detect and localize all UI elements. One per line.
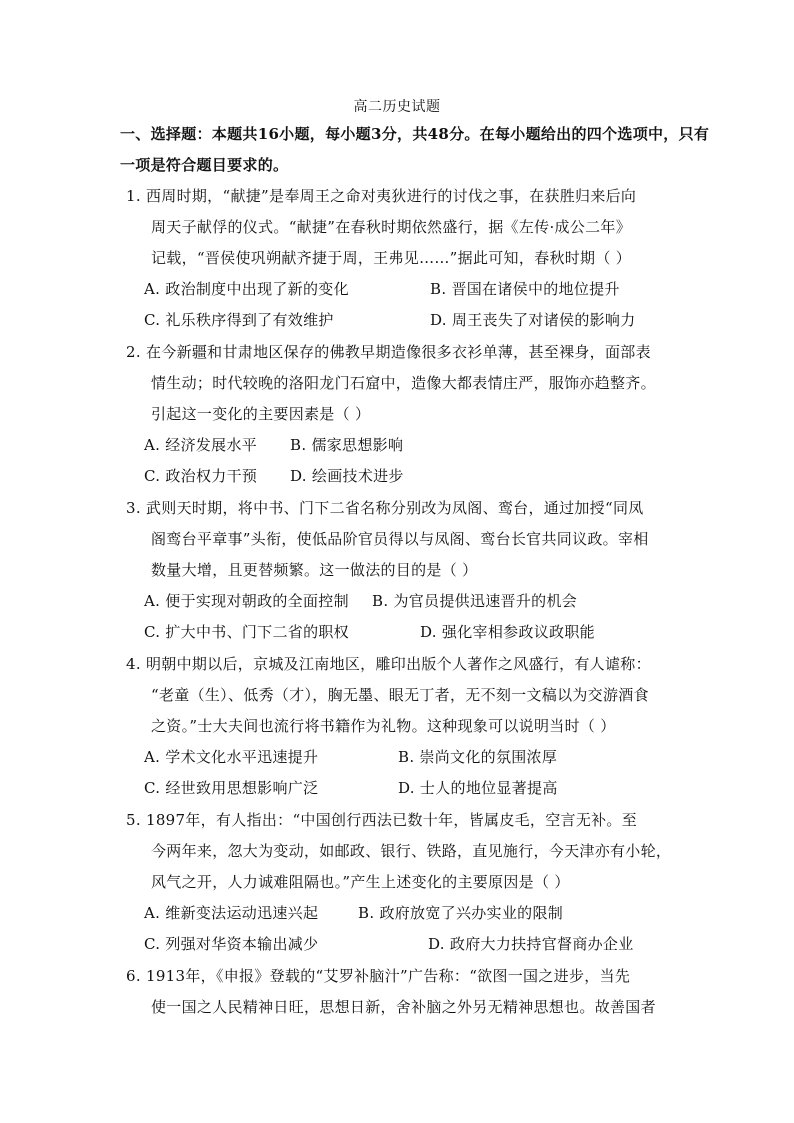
question-5-option-a[interactable]: A. 维新变法运动迅速兴起 (144, 904, 319, 922)
question-3-option-d[interactable]: D. 强化宰相参政议政职能 (420, 623, 595, 641)
question-1-line-2: 周天子献俘的仪式。“献捷”在春秋时期依然盛行，据《左传·成公二年》 (151, 218, 632, 236)
question-6-line-2: 使一国之人民精神日旺，思想日新，舍补脑之外另无精神思想也。故善国者 (151, 998, 656, 1016)
question-3-option-a[interactable]: A. 便于实现对朝政的全面控制 (144, 592, 349, 610)
question-2-line-1: 2. 在今新疆和甘肃地区保存的佛教早期造像很多衣衫单薄，甚至裸身，面部表 (126, 343, 651, 361)
question-5-option-c[interactable]: C. 列强对华资本输出减少 (144, 935, 319, 953)
document-title: 高二历史试题 (353, 99, 441, 115)
question-3-line-3: 数量大增，且更替频繁。这一做法的目的是（ ） (151, 561, 478, 579)
question-4-option-d[interactable]: D. 士人的地位显著提高 (398, 779, 558, 797)
question-4-line-2: “老童（生）、低秀（才），胸无墨、眼无丁者，无不刻一文稿以为交游酒食 (151, 686, 649, 704)
section-heading-line-1: 一、选择题：本题共16小题，每小题3分，共48分。在每小题给出的四个选项中，只有 (120, 125, 710, 143)
question-1-line-3: 记载，“晋侯使巩朔献齐捷于周，王弗见……”据此可知，春秋时期（ ） (151, 249, 632, 267)
question-2-line-2: 情生动；时代较晚的洛阳龙门石窟中，造像大都表情庄严，服饰亦趋整齐。 (151, 374, 656, 392)
question-4-option-b[interactable]: B. 崇尚文化的氛围浓厚 (398, 748, 558, 766)
question-3-line-1: 3. 武则天时期，将中书、门下二省名称分别改为凤阁、鸾台，通过加授“同凤 (126, 499, 644, 517)
question-1-option-c[interactable]: C. 礼乐秩序得到了有效维护 (144, 311, 334, 329)
question-5-line-1: 5. 1897年，有人指出：“中国创行西法已数十年，皆属皮毛，空言无补。至 (126, 811, 638, 829)
question-3-option-c[interactable]: C. 扩大中书、门下二省的职权 (144, 623, 349, 641)
question-2-option-d[interactable]: D. 绘画技术进步 (290, 467, 404, 485)
question-5-line-2: 今两年来，忽大为变动，如邮政、银行、铁路，直见施行，今天津亦有小轮， (151, 842, 672, 860)
question-2-option-b[interactable]: B. 儒家思想影响 (290, 436, 404, 454)
question-3-line-2: 阁鸾台平章事”头衔，使低品阶官员得以与凤阁、鸾台长官共同议政。宰相 (151, 530, 649, 548)
question-4-option-a[interactable]: A. 学术文化水平迅速提升 (144, 748, 319, 766)
question-3-option-b[interactable]: B. 为官员提供迅速晋升的机会 (372, 592, 578, 610)
question-6-line-1: 6. 1913年，《申报》登载的“艾罗补脑汁”广告称：“欲图一国之进步，当先 (126, 967, 631, 985)
question-5-option-d[interactable]: D. 政府大力扶持官督商办企业 (428, 935, 634, 953)
question-4-option-c[interactable]: C. 经世致用思想影响广泛 (144, 779, 319, 797)
question-4-line-1: 4. 明朝中期以后，京城及江南地区，雕印出版个人著作之风盛行，有人谑称： (126, 655, 651, 673)
question-2-line-3: 引起这一变化的主要因素是（ ） (151, 405, 371, 423)
question-2-option-a[interactable]: A. 经济发展水平 (144, 436, 258, 454)
question-5-line-3: 风气之开，人力诚难阻隔也。”产生上述变化的主要原因是（ ） (151, 873, 570, 891)
question-2-option-c[interactable]: C. 政治权力干预 (144, 467, 258, 485)
question-1-option-b[interactable]: B. 晋国在诸侯中的地位提升 (430, 280, 620, 298)
question-1-line-1: 1. 西周时期，“献捷”是奉周王之命对夷狄进行的讨伐之事，在获胜归来后向 (126, 187, 637, 205)
question-4-line-3: 之资。”士大夫间也流行将书籍作为礼物。这种现象可以说明当时（ ） (151, 717, 616, 735)
section-heading-line-2: 一项是符合题目要求的。 (120, 156, 289, 174)
question-1-option-a[interactable]: A. 政治制度中出现了新的变化 (144, 280, 349, 298)
question-1-option-d[interactable]: D. 周王丧失了对诸侯的影响力 (430, 311, 636, 329)
question-5-option-b[interactable]: B. 政府放宽了兴办实业的限制 (358, 904, 564, 922)
